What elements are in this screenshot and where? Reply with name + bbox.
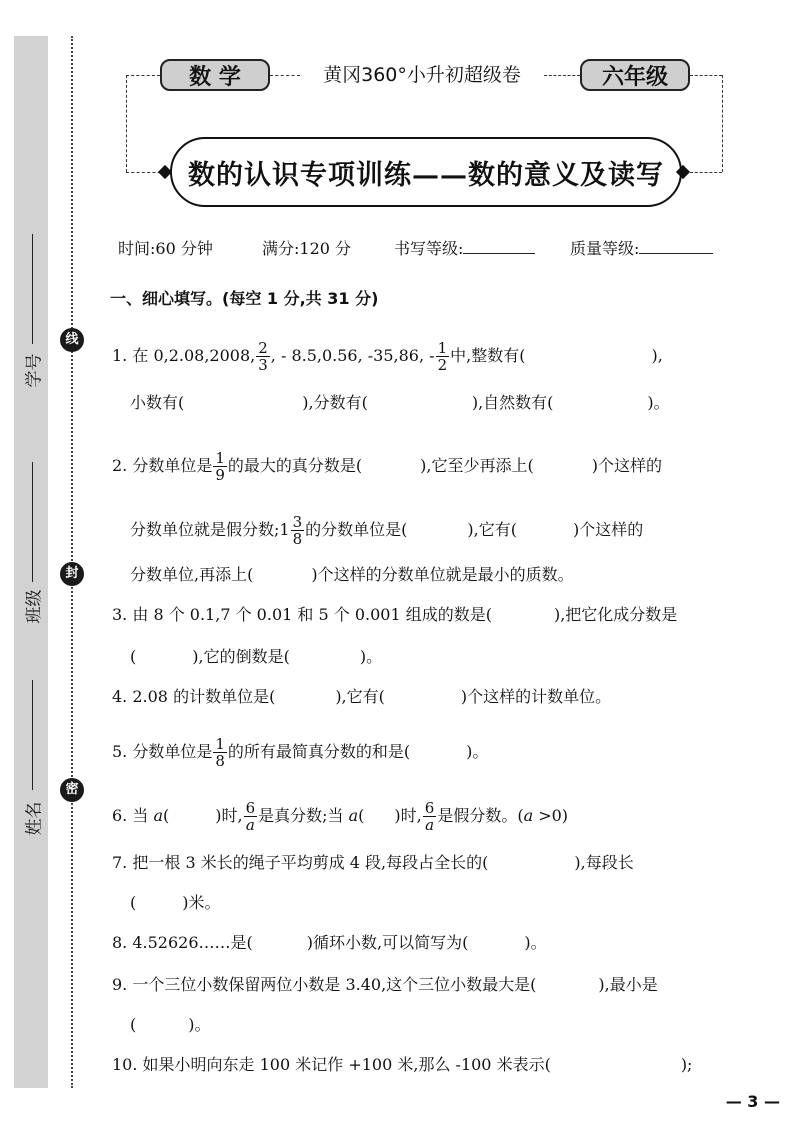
header-dash: [544, 75, 580, 76]
question-3-line-1: 3. 由 8 个 0.1,7 个 0.01 和 5 个 0.001 组成的数是( ),把它化成分数是: [112, 605, 678, 624]
question-8: 8. 4.52626……是( )循环小数,可以简写为( )。: [112, 933, 547, 952]
question-4: 4. 2.08 的计数单位是( ),它有( )个这样的计数单位。: [112, 687, 612, 706]
question-6: 6. 当 a( )时, $\frac{6}{a}$ 是真分数;当 a( )时, $\frac{6}{a}$ 是假分数。(a >0): [112, 799, 569, 834]
fraction: $\frac{6}{a}$: [245, 799, 256, 834]
student-id-line: [32, 234, 33, 344]
quality-grade-blank[interactable]: [639, 239, 713, 254]
question-2-line-1: 2. 分数单位是 $\frac{1}{9}$ 的最大的真分数是( ),它至少再添上( )个这样的: [112, 449, 662, 484]
seal-mark-seal: 封: [60, 562, 84, 586]
series-title: 黄冈360°小升初超级卷: [323, 64, 521, 86]
name-label: 姓名: [24, 801, 45, 835]
header-dash: [690, 172, 722, 173]
fraction: $\frac{1}{9}$: [215, 449, 225, 484]
section-heading: 一、细心填写。(每空 1 分,共 31 分): [110, 289, 379, 308]
header-dash: [126, 75, 160, 76]
quality-grade-label: 质量等级:: [570, 238, 713, 260]
header-dash: [270, 75, 300, 76]
grade-badge: 六年级: [580, 59, 690, 91]
binding-margin: [14, 36, 48, 1088]
header-dash: [690, 75, 722, 76]
fraction: $\frac{2}{3}$: [258, 339, 268, 374]
question-1-line-1: 1. 在 0,2.08,2008, $\frac{2}{3}$ , - 8.5,0.56, -35,86, - $\frac{1}{2}$ 中,整数有( ),: [112, 339, 663, 374]
score-info: 满分:120 分: [262, 239, 352, 258]
header-dash: [126, 75, 127, 172]
writing-grade-blank[interactable]: [463, 239, 535, 254]
fraction: $\frac{1}{2}$: [437, 339, 448, 374]
question-3-line-2: ( ),它的倒数是( )。: [130, 647, 383, 666]
question-2-line-3: 分数单位,再添上( )个这样的分数单位就是最小的质数。: [130, 565, 574, 584]
question-1-line-2: 小数有( ),分数有( ),自然数有( )。: [130, 393, 670, 412]
fraction: $\frac{3}{8}$: [292, 513, 303, 548]
question-9-line-2: ( )。: [130, 1015, 211, 1034]
question-10: 10. 如果小明向东走 100 米记作 +100 米,那么 -100 米表示( );: [112, 1055, 693, 1074]
question-5: 5. 分数单位是 $\frac{1}{8}$ 的所有最简真分数的和是( )。: [112, 735, 489, 770]
fraction: $\frac{6}{a}$: [424, 799, 435, 834]
question-7-line-2: ( )米。: [130, 893, 221, 912]
header-dash: [722, 75, 723, 172]
class-line: [32, 462, 33, 582]
seal-mark-line: 线: [60, 328, 84, 352]
subject-badge: 数 学: [160, 59, 270, 91]
class-label: 班级: [24, 589, 45, 623]
question-2-line-2: 分数单位就是假分数;1 $\frac{3}{8}$ 的分数单位是( ),它有( )个这样的: [130, 513, 644, 548]
fraction: $\frac{1}{8}$: [215, 735, 225, 770]
name-line: [32, 680, 33, 790]
seal-mark-secret: 密: [60, 778, 84, 802]
page-title: 数的认识专项训练——数的意义及读写: [170, 137, 682, 207]
time-info: 时间:60 分钟: [118, 239, 213, 258]
page-number: — 3 —: [725, 1092, 780, 1111]
question-7-line-1: 7. 把一根 3 米长的绳子平均剪成 4 段,每段占全长的( ),每段长: [112, 853, 634, 872]
question-9-line-1: 9. 一个三位小数保留两位小数是 3.40,这个三位小数最大是( ),最小是: [112, 975, 658, 994]
writing-grade-label: 书写等级:: [394, 238, 535, 260]
student-id-label: 学号: [24, 353, 45, 387]
